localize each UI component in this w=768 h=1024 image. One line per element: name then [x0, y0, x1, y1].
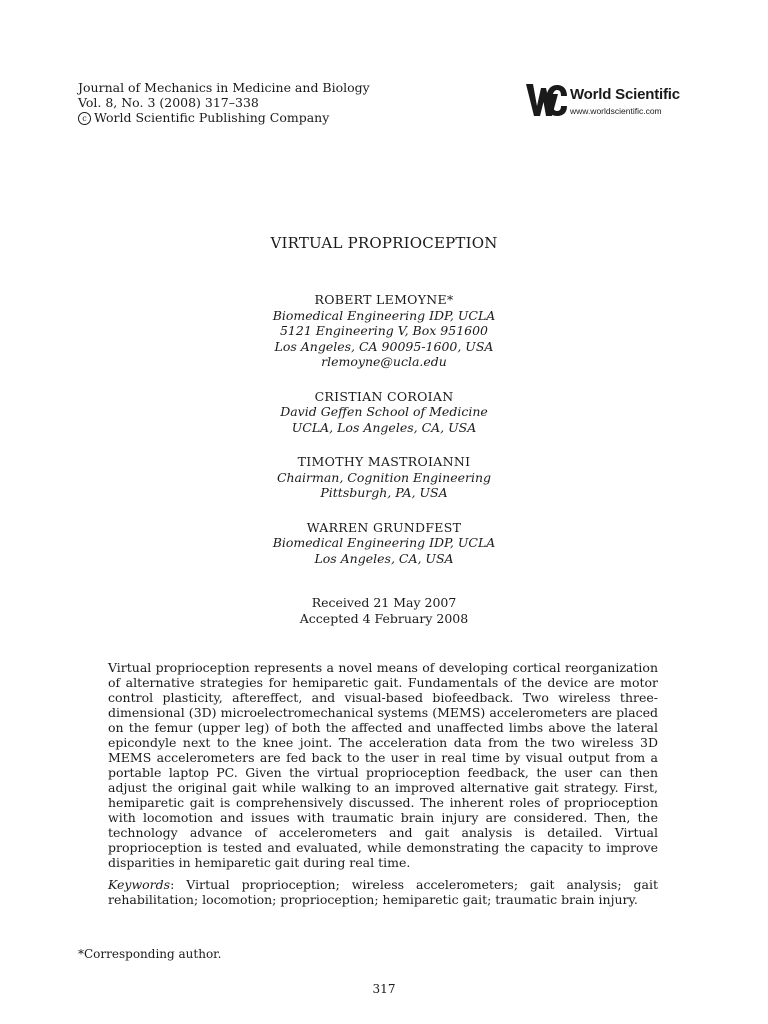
- copyright-icon: c: [78, 112, 91, 125]
- affiliation-line: Chairman, Cognition Engineering: [276, 469, 492, 485]
- author-list: [0, 292, 768, 585]
- author-name: ROBERT LEMOYNE*: [314, 292, 454, 307]
- author-name: CRISTIAN COROIAN: [314, 388, 454, 404]
- logo-name: World Scientific: [570, 86, 680, 103]
- affiliation-line: Los Angeles, CA, USA: [314, 550, 454, 566]
- affiliation-line: Los Angeles, CA 90095-1600, USA: [274, 338, 494, 354]
- affiliation-line: David Geffen School of Medicine: [280, 404, 488, 419]
- affiliation-line: 5121 Engineering V, Box 951600: [279, 323, 489, 338]
- author-email: rlemoyne@ucla.edu: [321, 354, 447, 369]
- footnote: *Corresponding author.: [78, 947, 222, 961]
- paper-title: VIRTUAL PROPRIOCEPTION: [270, 234, 498, 252]
- journal-volume: Vol. 8, No. 3 (2008) 317–338: [78, 95, 259, 110]
- logo-url: www.worldscientific.com: [570, 106, 662, 116]
- abstract: [108, 660, 658, 907]
- affiliation-line: UCLA, Los Angeles, CA, USA: [291, 419, 477, 435]
- journal-publisher: World Scientific Publishing Company: [94, 110, 330, 125]
- world-scientific-logo-icon: [524, 80, 568, 120]
- author-name: TIMOTHY MASTROIANNI: [297, 454, 471, 469]
- keywords-text: : Virtual proprioception; wireless accelerometers; gait analysis; gait rehabilitation; locomotion; proprioception; hemiparetic gait; traumatic brain injury.: [108, 877, 658, 907]
- journal-header: [78, 80, 370, 125]
- author-block: [0, 389, 768, 436]
- author-block: [0, 520, 768, 567]
- received-date: Received 21 May 2007: [311, 595, 457, 610]
- affiliation-line: Biomedical Engineering IDP, UCLA: [272, 307, 496, 323]
- journal-name: Journal of Mechanics in Medicine and Biology: [78, 80, 370, 95]
- author-block: [0, 454, 768, 501]
- author-block: [0, 292, 768, 370]
- keywords-label: Keywords: [108, 877, 171, 892]
- page-number: 317: [372, 982, 396, 996]
- affiliation-line: Pittsburgh, PA, USA: [320, 485, 448, 500]
- publisher-logo: [524, 80, 704, 120]
- keywords: [108, 877, 658, 907]
- author-name: WARREN GRUNDFEST: [306, 519, 462, 535]
- abstract-text: Virtual proprioception represents a novel means of developing cortical reorganization of alternative strategies for hemiparetic gait. Fundamentals of the device are motor control plasticity, aftereffect, and visual-based biofeedback. Two wireless three-dimensional (3D) microelectromechanical systems (MEMS) accelerometers are placed on the femur (upper leg) of both the affected and unaffected limbs above the lateral epicondyle next to the knee joint. The acceleration data from the two wireless 3D MEMS accelerometers are fed back to the user in real time by visual output from a portable laptop PC. Given the virtual proprioception feedback, the user can then adjust the original gait while walking to an improved alternative gait strategy. First, hemiparetic gait is comprehensively discussed. The inherent roles of proprioception with locomotion and issues with traumatic brain injury are considered. Then, the technology advance of accelerometers and gait analysis is detailed. Virtual proprioception is tested and evaluated, while demonstrating the capacity to improve disparities in hemiparetic gait during real time.: [108, 660, 658, 870]
- affiliation-line: Biomedical Engineering IDP, UCLA: [272, 535, 496, 550]
- submission-dates: [0, 595, 768, 626]
- journal-copyright: [78, 110, 370, 125]
- accepted-date: Accepted 4 February 2008: [299, 610, 469, 626]
